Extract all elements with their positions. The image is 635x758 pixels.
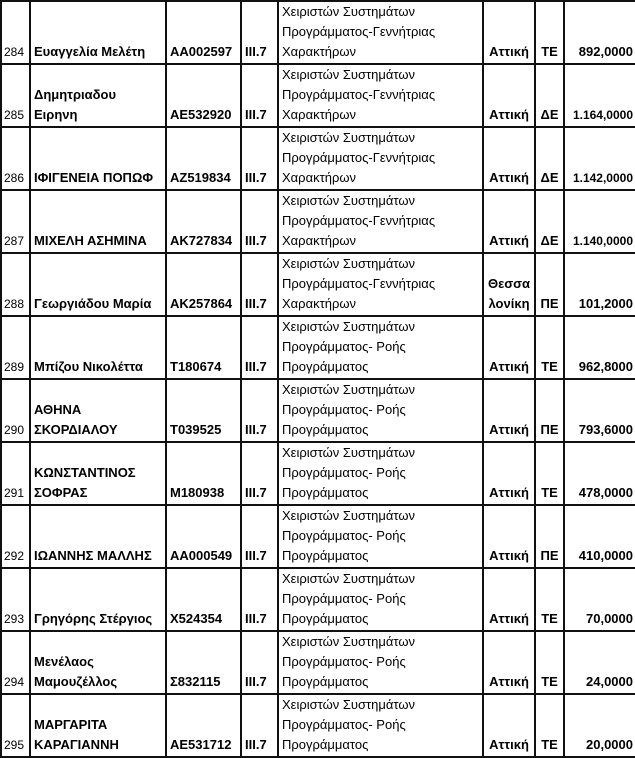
region: Αττική [483, 694, 535, 757]
region: Αττική [483, 316, 535, 379]
education-level: ΤΕ [535, 1, 564, 64]
row-number: 293 [1, 568, 30, 631]
candidate-name: ΙΩΑΝΝΗΣ ΜΑΛΛΗΣ [30, 505, 166, 568]
candidate-name: Γρηγόρης Στέργιος [30, 568, 166, 631]
table-row [1, 253, 635, 316]
education-level: ΤΕ [535, 568, 564, 631]
region: Αττική [483, 568, 535, 631]
score: 1.164,0000 [564, 64, 635, 127]
score: 892,0000 [564, 1, 635, 64]
id-number: Μ180938 [166, 442, 241, 505]
specialty-title: Χειριστών Συστημάτων Προγράμματος- Ροής Προγράμματος [278, 568, 483, 631]
education-level: ΠΕ [535, 253, 564, 316]
id-number: ΑΕ532920 [166, 64, 241, 127]
specialty-code: ΙΙΙ.7 [241, 505, 278, 568]
candidate-name: ΙΦΙΓΕΝΕΙΑ ΠΟΠΩΦ [30, 127, 166, 190]
candidate-name: Δημητριαδου Ειρηνη [30, 64, 166, 127]
id-number: ΑΑ002597 [166, 1, 241, 64]
id-number: Τ180674 [166, 316, 241, 379]
region: Αττική [483, 442, 535, 505]
table-row [1, 694, 635, 757]
table-row [1, 190, 635, 253]
education-level: ΠΕ [535, 505, 564, 568]
specialty-title: Χειριστών Συστημάτων Προγράμματος-Γεννήτριας Χαρακτήρων [278, 64, 483, 127]
table-row [1, 505, 635, 568]
region: Αττική [483, 1, 535, 64]
region: Αττική [483, 631, 535, 694]
candidate-name: ΚΩΝΣΤΑΝΤΙΝΟΣ ΣΟΦΡΑΣ [30, 442, 166, 505]
specialty-title: Χειριστών Συστημάτων Προγράμματος-Γεννήτριας Χαρακτήρων [278, 190, 483, 253]
table-row [1, 64, 635, 127]
candidate-name: ΑΘΗΝΑ ΣΚΟΡΔΙΑΛΟΥ [30, 379, 166, 442]
score: 1.142,0000 [564, 127, 635, 190]
region: Αττική [483, 64, 535, 127]
id-number: ΑΑ000549 [166, 505, 241, 568]
specialty-title: Χειριστών Συστημάτων Προγράμματος- Ροής Προγράμματος [278, 316, 483, 379]
specialty-title: Χειριστών Συστημάτων Προγράμματος- Ροής Προγράμματος [278, 505, 483, 568]
id-number: Χ524354 [166, 568, 241, 631]
specialty-title: Χειριστών Συστημάτων Προγράμματος- Ροής Προγράμματος [278, 694, 483, 757]
id-number: Σ832115 [166, 631, 241, 694]
region: Αττική [483, 505, 535, 568]
score: 70,0000 [564, 568, 635, 631]
score: 410,0000 [564, 505, 635, 568]
table-row [1, 127, 635, 190]
specialty-code: ΙΙΙ.7 [241, 631, 278, 694]
id-number: ΑΚ257864 [166, 253, 241, 316]
specialty-code: ΙΙΙ.7 [241, 190, 278, 253]
score: 20,0000 [564, 694, 635, 757]
education-level: ΤΕ [535, 316, 564, 379]
table-row [1, 442, 635, 505]
specialty-code: ΙΙΙ.7 [241, 694, 278, 757]
specialty-code: ΙΙΙ.7 [241, 1, 278, 64]
row-number: 291 [1, 442, 30, 505]
candidate-name: Γεωργιάδου Μαρία [30, 253, 166, 316]
education-level: ΠΕ [535, 379, 564, 442]
specialty-code: ΙΙΙ.7 [241, 442, 278, 505]
candidate-name: Ευαγγελία Μελέτη [30, 1, 166, 64]
score: 793,6000 [564, 379, 635, 442]
id-number: ΑΚ727834 [166, 190, 241, 253]
id-number: ΑΕ531712 [166, 694, 241, 757]
specialty-title: Χειριστών Συστημάτων Προγράμματος- Ροής Προγράμματος [278, 631, 483, 694]
row-number: 294 [1, 631, 30, 694]
specialty-title: Χειριστών Συστημάτων Προγράμματος-Γεννήτριας Χαρακτήρων [278, 1, 483, 64]
specialty-code: ΙΙΙ.7 [241, 253, 278, 316]
education-level: ΤΕ [535, 694, 564, 757]
table-row [1, 631, 635, 694]
row-number: 286 [1, 127, 30, 190]
score: 24,0000 [564, 631, 635, 694]
score: 101,2000 [564, 253, 635, 316]
education-level: ΔΕ [535, 190, 564, 253]
education-level: ΔΕ [535, 64, 564, 127]
row-number: 287 [1, 190, 30, 253]
specialty-title: Χειριστών Συστημάτων Προγράμματος- Ροής Προγράμματος [278, 379, 483, 442]
table-row [1, 1, 635, 64]
region: Αττική [483, 127, 535, 190]
education-level: ΤΕ [535, 442, 564, 505]
score: 962,8000 [564, 316, 635, 379]
row-number: 288 [1, 253, 30, 316]
row-number: 292 [1, 505, 30, 568]
region: Αττική [483, 379, 535, 442]
specialty-code: ΙΙΙ.7 [241, 127, 278, 190]
score: 1.140,0000 [564, 190, 635, 253]
table-row [1, 316, 635, 379]
region: Αττική [483, 190, 535, 253]
id-number: Τ039525 [166, 379, 241, 442]
specialty-code: ΙΙΙ.7 [241, 568, 278, 631]
specialty-title: Χειριστών Συστημάτων Προγράμματος-Γεννήτριας Χαρακτήρων [278, 127, 483, 190]
specialty-title: Χειριστών Συστημάτων Προγράμματος- Ροής Προγράμματος [278, 442, 483, 505]
specialty-code: ΙΙΙ.7 [241, 64, 278, 127]
row-number: 284 [1, 1, 30, 64]
table-row [1, 379, 635, 442]
row-number: 295 [1, 694, 30, 757]
education-level: ΤΕ [535, 631, 564, 694]
score: 478,0000 [564, 442, 635, 505]
specialty-code: ΙΙΙ.7 [241, 316, 278, 379]
row-number: 289 [1, 316, 30, 379]
table-row [1, 568, 635, 631]
candidate-name: ΜΙΧΕΛΗ ΑΣΗΜΙΝΑ [30, 190, 166, 253]
id-number: ΑΖ519834 [166, 127, 241, 190]
candidate-name: ΜΑΡΓΑΡΙΤΑ ΚΑΡΑΓΙΑΝΝΗ [30, 694, 166, 757]
specialty-code: ΙΙΙ.7 [241, 379, 278, 442]
region: Θεσσα λονίκη [483, 253, 535, 316]
specialty-title: Χειριστών Συστημάτων Προγράμματος-Γεννήτριας Χαρακτήρων [278, 253, 483, 316]
candidate-name: Μπίζου Νικολέττα [30, 316, 166, 379]
row-number: 285 [1, 64, 30, 127]
row-number: 290 [1, 379, 30, 442]
education-level: ΔΕ [535, 127, 564, 190]
candidate-name: Μενέλαος Μαμουζέλλος [30, 631, 166, 694]
